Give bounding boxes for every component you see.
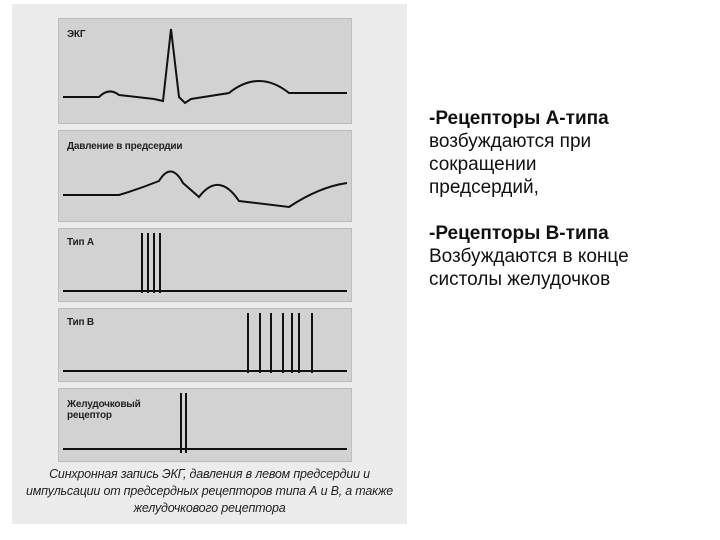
figure-caption: Синхронная запись ЭКГ, давления в левом предсердии и импульсации от предсердных рецепторов типа А и В, а также желудочкового рецептора	[25, 467, 393, 515]
type-a-heading: -Рецепторы А-типа	[429, 108, 609, 129]
description-text	[429, 107, 714, 291]
type-b-trace	[59, 309, 351, 381]
paragraph-gap	[429, 199, 714, 222]
ekg-trace	[59, 19, 351, 123]
ekg-panel	[58, 18, 352, 124]
type-b-heading: -Рецепторы В-типа	[429, 223, 609, 244]
type-a-body-line-1: возбуждаются при	[429, 131, 592, 152]
type-a-trace	[59, 229, 351, 301]
ventricular-label: Желудочковый рецептор	[67, 399, 141, 421]
pressure-trace	[59, 131, 351, 221]
pressure-panel	[58, 130, 352, 222]
type-b-panel	[58, 308, 352, 382]
pressure-label: Давление в предсердии	[67, 141, 183, 152]
type-a-body-line-3: предсердий,	[429, 177, 539, 198]
type-b-body-line-1: Возбуждаются в конце	[429, 246, 629, 267]
ventricular-panel	[58, 388, 352, 462]
ventricular-trace	[59, 389, 351, 461]
type-a-body-line-2: сокращении	[429, 154, 537, 175]
type-b-label: Тип В	[67, 317, 94, 328]
ekg-label: ЭКГ	[67, 29, 86, 40]
type-a-label: Тип А	[67, 237, 94, 248]
type-b-body-line-2: систолы желудочков	[429, 269, 611, 290]
type-a-panel	[58, 228, 352, 302]
